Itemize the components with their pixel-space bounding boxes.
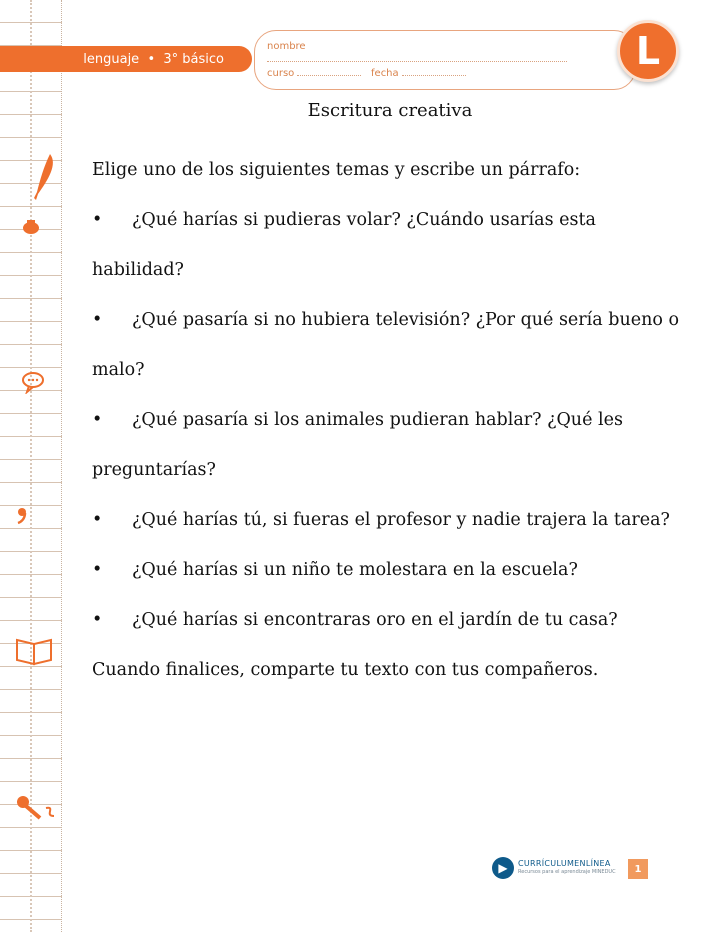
- bullet-icon: •: [92, 510, 103, 530]
- bullet-icon: •: [92, 310, 103, 330]
- list-item-text: ¿Qué harías si pudieras volar? ¿Cuándo usarías esta habilidad?: [92, 210, 596, 280]
- comma-icon: [14, 505, 30, 525]
- list-item: [92, 495, 692, 545]
- name-row: [267, 41, 605, 65]
- page-number: 1: [628, 859, 648, 879]
- curso-label: curso: [267, 68, 295, 79]
- logo-text: [518, 859, 616, 877]
- subject-label: lenguaje • 3° básico: [83, 51, 224, 67]
- page-title: Escritura creativa: [307, 100, 473, 121]
- list-item-text: ¿Qué harías si encontraras oro en el jardín de tu casa?: [132, 610, 618, 630]
- list-item-text: ¿Qué pasaría si no hubiera televisión? ¿Por qué sería bueno o malo?: [92, 310, 679, 380]
- fecha-field[interactable]: [402, 66, 466, 76]
- badge-letter: L: [635, 29, 661, 73]
- bullet-icon: •: [92, 410, 103, 430]
- worksheet-content: [92, 145, 692, 695]
- list-item-text: ¿Qué harías tú, si fueras el profesor y nadie trajera la tarea?: [132, 510, 670, 530]
- inkwell-icon: [20, 218, 42, 236]
- subject-letter-badge: [617, 20, 679, 82]
- nombre-field[interactable]: [267, 52, 567, 62]
- bullet-icon: •: [92, 210, 103, 230]
- list-item: [92, 545, 692, 595]
- list-item: [92, 595, 692, 645]
- logo-tagline: Recursos para el aprendizaje MINEDUC: [518, 869, 616, 875]
- logo-brand: CURRÍCULUMENLÍNEA: [518, 859, 611, 868]
- curso-field[interactable]: [297, 66, 361, 76]
- margin-strip: [0, 0, 62, 932]
- microphone-icon: [16, 794, 60, 826]
- speech-bubble-icon: [20, 370, 46, 394]
- list-item: [92, 395, 692, 495]
- bullet-icon: •: [92, 610, 103, 630]
- open-book-icon: [14, 636, 56, 668]
- nombre-label: nombre: [267, 41, 306, 52]
- closing-text: Cuando finalices, comparte tu texto con tus compañeros.: [92, 660, 599, 680]
- instruction-text: Elige uno de los siguientes temas y escribe un párrafo:: [92, 160, 581, 180]
- logo-arrow-icon: ▶: [492, 857, 514, 879]
- subject-banner: [0, 46, 252, 72]
- list-item: [92, 195, 692, 295]
- course-date-row: [267, 66, 605, 79]
- curriculum-logo: [492, 857, 616, 879]
- list-item-text: ¿Qué harías si un niño te molestara en la escuela?: [132, 560, 578, 580]
- student-info-box: [254, 30, 636, 90]
- bullet-icon: •: [92, 560, 103, 580]
- list-item: [92, 295, 692, 395]
- list-item-text: ¿Qué pasaría si los animales pudieran hablar? ¿Qué les preguntarías?: [92, 410, 623, 480]
- margin-dotted-line: [30, 0, 32, 932]
- fecha-label: fecha: [371, 68, 399, 79]
